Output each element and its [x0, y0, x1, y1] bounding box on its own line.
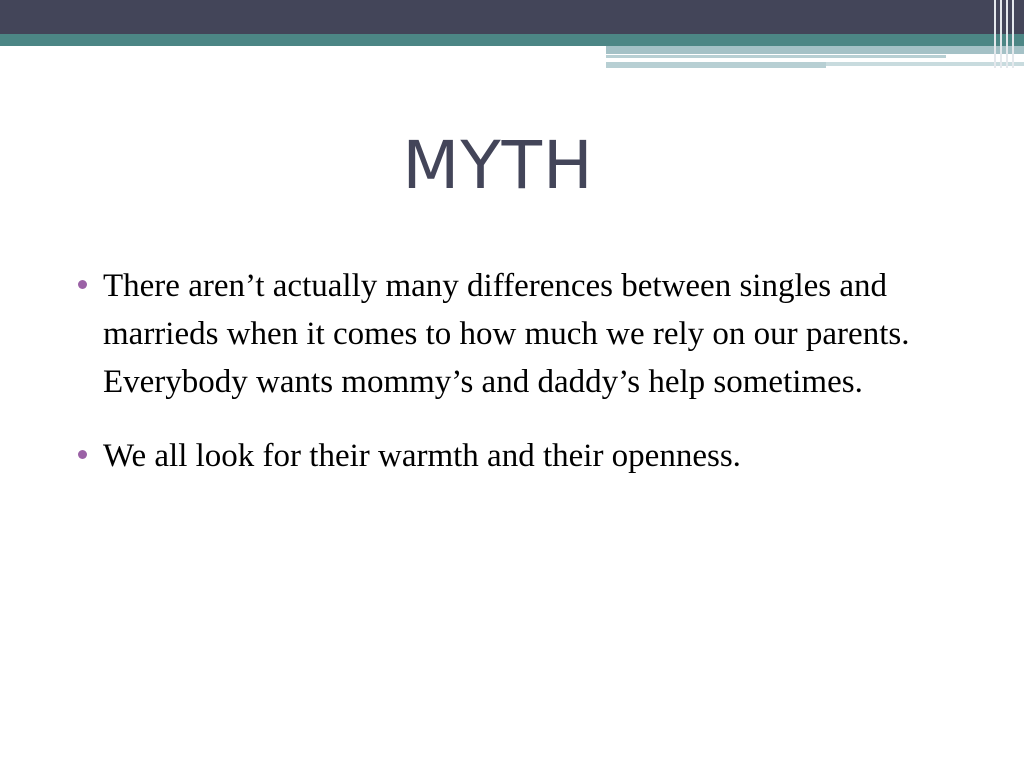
- header-teal-band: [0, 34, 1024, 46]
- bullet-text: There aren’t actually many differences between singles and marrieds when it comes to how much we rely on our parents. Everybody wants mommy’s and daddy’s help sometimes.: [103, 268, 910, 400]
- bullet-dot-icon: [78, 280, 87, 289]
- bullet-item: [78, 432, 978, 480]
- bullet-dot-icon: [78, 450, 87, 459]
- header-accent-line: [606, 55, 946, 58]
- header-accent-strip: [606, 46, 1024, 54]
- header-dark-band: [0, 0, 1024, 34]
- bullet-text: We all look for their warmth and their openness.: [103, 438, 741, 474]
- bullet-list: [78, 262, 978, 506]
- bullet-item: [78, 262, 978, 406]
- header-accent-strip-lower: [606, 62, 826, 68]
- slide-title: MYTH: [402, 127, 594, 204]
- header-vertical-lines: [990, 0, 1024, 68]
